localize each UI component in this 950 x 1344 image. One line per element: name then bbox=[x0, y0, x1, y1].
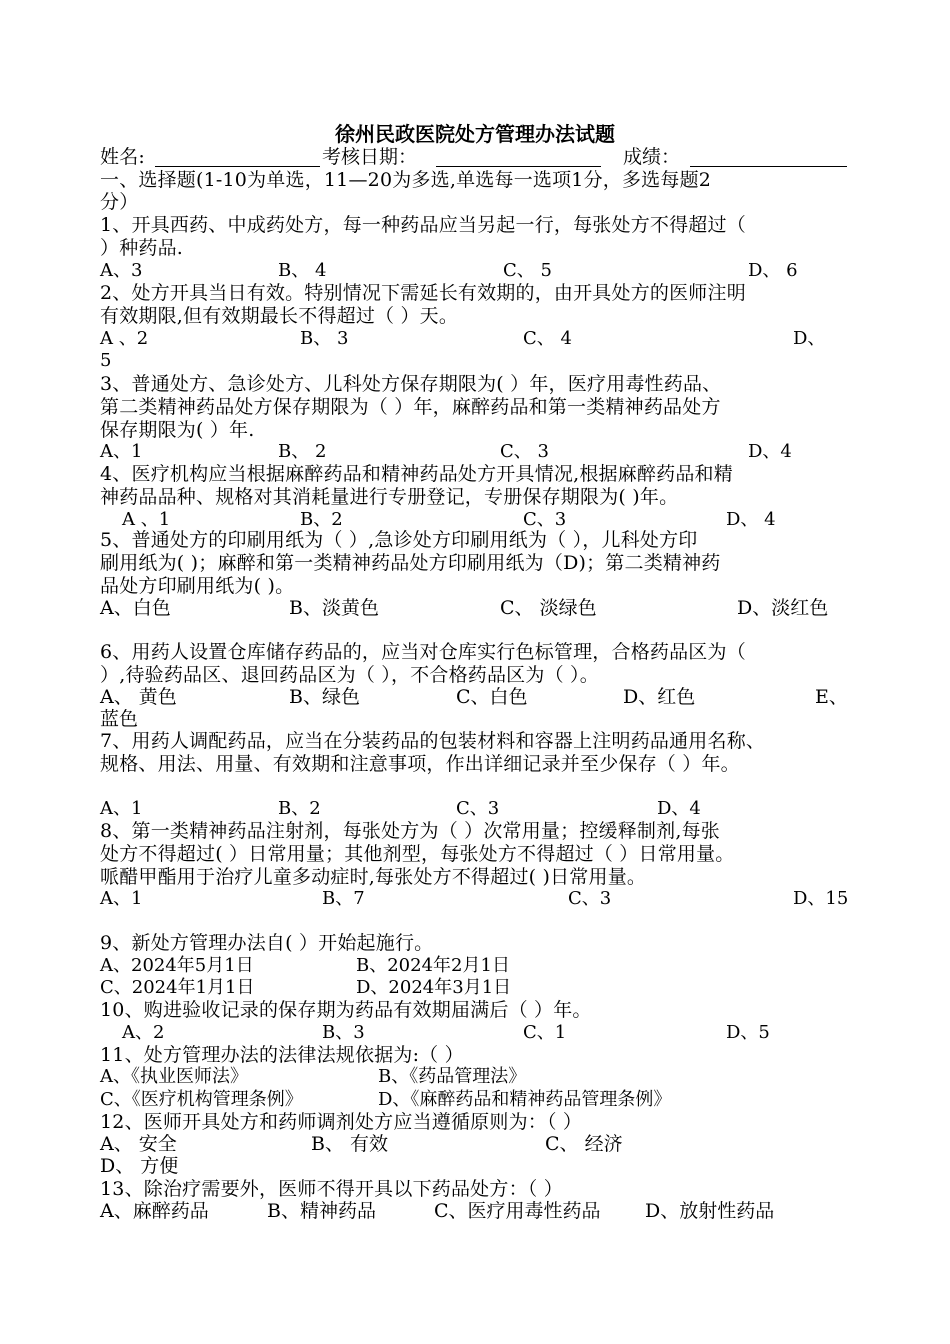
option-c[interactable]: C、白色 bbox=[456, 686, 528, 708]
date-label: 考核日期： bbox=[322, 146, 418, 168]
question-text: 第二类精神药品处方保存期限为（ ）年，麻醉药品和第一类精神药品处方 bbox=[100, 396, 721, 418]
question-text: 8、第一类精神药品注射剂，每张处方为（ ）次常用量；控缓释制剂,每张 bbox=[100, 820, 720, 842]
question-text: 品处方印刷用纸为( )。 bbox=[100, 575, 295, 597]
option-a[interactable]: A、2024年5月1日 bbox=[100, 955, 254, 976]
option-b[interactable]: B、 4 bbox=[278, 260, 327, 281]
option-a[interactable]: A、1 bbox=[100, 441, 143, 462]
option-a[interactable]: A、1 bbox=[100, 798, 143, 819]
option-a[interactable]: A、3 bbox=[100, 260, 143, 281]
option-a[interactable]: A、 安全 bbox=[100, 1133, 177, 1155]
option-c[interactable]: C、3 bbox=[456, 798, 500, 819]
option-c[interactable]: C、 3 bbox=[500, 441, 549, 462]
option-c[interactable]: C、 淡绿色 bbox=[500, 597, 597, 619]
option-b[interactable]: B、《药品管理法》 bbox=[378, 1066, 527, 1087]
question-text: 7、用药人调配药品，应当在分装药品的包装材料和容器上注明药品通用名称、 bbox=[100, 730, 766, 752]
option-a[interactable]: A 、1 bbox=[122, 509, 171, 530]
option-a[interactable]: A、麻醉药品 bbox=[100, 1200, 209, 1222]
option-d[interactable]: D、 方便 bbox=[100, 1155, 179, 1177]
section-heading-cont: 分） bbox=[100, 191, 139, 213]
option-b[interactable]: B、 3 bbox=[300, 328, 349, 349]
option-a[interactable]: A、 黄色 bbox=[100, 686, 177, 708]
question-text: ）,待验药品区、退回药品区为（ ），不合格药品区为（ ）。 bbox=[100, 664, 599, 686]
question-text: 哌醋甲酯用于治疗儿童多动症时,每张处方不得超过( )日常用量。 bbox=[100, 866, 647, 888]
question-text: 5、普通处方的印刷用纸为（ ）,急诊处方印刷用纸为（ ），儿科处方印 bbox=[100, 529, 698, 551]
name-field[interactable] bbox=[155, 166, 320, 167]
option-c[interactable]: C、医疗用毒性药品 bbox=[434, 1200, 601, 1222]
option-b[interactable]: B、绿色 bbox=[289, 686, 360, 708]
question-text: 刷用纸为( )；麻醉和第一类精神药品处方印刷用纸为（D)；第二类精神药 bbox=[100, 552, 721, 574]
date-field[interactable] bbox=[436, 166, 601, 167]
question-text: 规格、用法、用量、有效期和注意事项，作出详细记录并至少保存（ ）年。 bbox=[100, 753, 740, 775]
option-b[interactable]: B、淡黄色 bbox=[289, 597, 379, 619]
option-d[interactable]: D、4 bbox=[657, 798, 701, 819]
name-label: 姓名: bbox=[100, 146, 146, 168]
option-c[interactable]: C、1 bbox=[523, 1022, 567, 1043]
option-c[interactable]: C、2024年1月1日 bbox=[100, 977, 255, 998]
option-b[interactable]: B、2 bbox=[278, 798, 321, 819]
option-b[interactable]: B、 2 bbox=[278, 441, 327, 462]
option-d[interactable]: D、红色 bbox=[623, 686, 696, 708]
option-a[interactable]: A、1 bbox=[100, 888, 143, 909]
option-d[interactable]: D、5 bbox=[726, 1022, 770, 1043]
score-label: 成绩： bbox=[623, 146, 681, 168]
option-a[interactable]: A、2 bbox=[122, 1022, 165, 1043]
option-b[interactable]: B、 有效 bbox=[311, 1133, 389, 1155]
question-text: 13、除治疗需要外，医师不得开具以下药品处方：（ ） bbox=[100, 1178, 563, 1200]
option-a[interactable]: A、《执业医师法》 bbox=[100, 1066, 248, 1087]
option-d[interactable]: D、《麻醉药品和精神药品管理条例》 bbox=[378, 1089, 672, 1110]
option-e[interactable]: E、 bbox=[815, 686, 848, 708]
question-text: 10、购进验收记录的保存期为药品有效期届满后（ ）年。 bbox=[100, 999, 592, 1021]
option-a[interactable]: A、白色 bbox=[100, 597, 171, 619]
option-b[interactable]: B、精神药品 bbox=[267, 1200, 376, 1222]
option-d[interactable]: D、 6 bbox=[748, 260, 798, 281]
option-d[interactable]: D、淡红色 bbox=[737, 597, 829, 619]
question-text: 处方不得超过( ）日常用量；其他剂型，每张处方不得超过（ ）日常用量。 bbox=[100, 843, 735, 865]
section-heading: 一、选择题(1-10为单选，11—20为多选,单选每一选项1分，多选每题2 bbox=[100, 169, 712, 191]
option-c[interactable]: C、 5 bbox=[503, 260, 552, 281]
option-d[interactable]: D、放射性药品 bbox=[645, 1200, 775, 1222]
option-d[interactable]: D、2024年3月1日 bbox=[356, 977, 512, 998]
question-text: 有效期限,但有效期最长不得超过（ ）天。 bbox=[100, 305, 459, 327]
question-text: 2、处方开具当日有效。特别情况下需延长有效期的，由开具处方的医师注明 bbox=[100, 282, 746, 304]
option-b[interactable]: B、3 bbox=[322, 1022, 365, 1043]
question-text: 3、普通处方、急诊处方、儿科处方保存期限为( ）年，医疗用毒性药品、 bbox=[100, 373, 722, 395]
option-a[interactable]: A 、2 bbox=[100, 328, 149, 349]
option-c[interactable]: C、3 bbox=[523, 509, 567, 530]
option-d[interactable]: D、4 bbox=[748, 441, 792, 462]
option-b[interactable]: B、2024年2月1日 bbox=[356, 955, 510, 976]
question-text: ）种药品. bbox=[100, 237, 184, 259]
option-c[interactable]: C、3 bbox=[568, 888, 612, 909]
exam-title: 徐州民政医院处方管理办法试题 bbox=[335, 122, 615, 146]
option-d[interactable]: D、15 bbox=[793, 888, 849, 909]
score-field[interactable] bbox=[690, 166, 847, 167]
option-c[interactable]: C、 经济 bbox=[545, 1133, 623, 1155]
option-c[interactable]: C、《医疗机构管理条例》 bbox=[100, 1089, 303, 1110]
question-text: 12、医师开具处方和药师调剂处方应当遵循原则为：（ ） bbox=[100, 1111, 583, 1133]
option-c[interactable]: C、 4 bbox=[523, 328, 572, 349]
option-d-value: 5 bbox=[100, 350, 112, 371]
question-text: 4、医疗机构应当根据麻醉药品和精神药品处方开具情况,根据麻醉药品和精 bbox=[100, 463, 733, 485]
option-b[interactable]: B、7 bbox=[322, 888, 365, 909]
option-d[interactable]: D、 4 bbox=[726, 509, 776, 530]
question-text: 1、开具西药、中成药处方，每一种药品应当另起一行，每张处方不得超过（ bbox=[100, 214, 746, 236]
question-text: 6、用药人设置仓库储存药品的，应当对仓库实行色标管理，合格药品区为（ bbox=[100, 641, 746, 663]
option-e-value: 蓝色 bbox=[100, 708, 139, 730]
option-d[interactable]: D、 bbox=[793, 328, 826, 349]
question-text: 保存期限为( ）年. bbox=[100, 419, 255, 441]
question-text: 9、新处方管理办法自( ）开始起施行。 bbox=[100, 932, 434, 954]
question-text: 神药品品种、规格对其消耗量进行专册登记，专册保存期限为( )年。 bbox=[100, 486, 679, 508]
question-text: 11、处方管理办法的法律法规依据为:（ ） bbox=[100, 1044, 464, 1066]
option-b[interactable]: B、2 bbox=[300, 509, 343, 530]
